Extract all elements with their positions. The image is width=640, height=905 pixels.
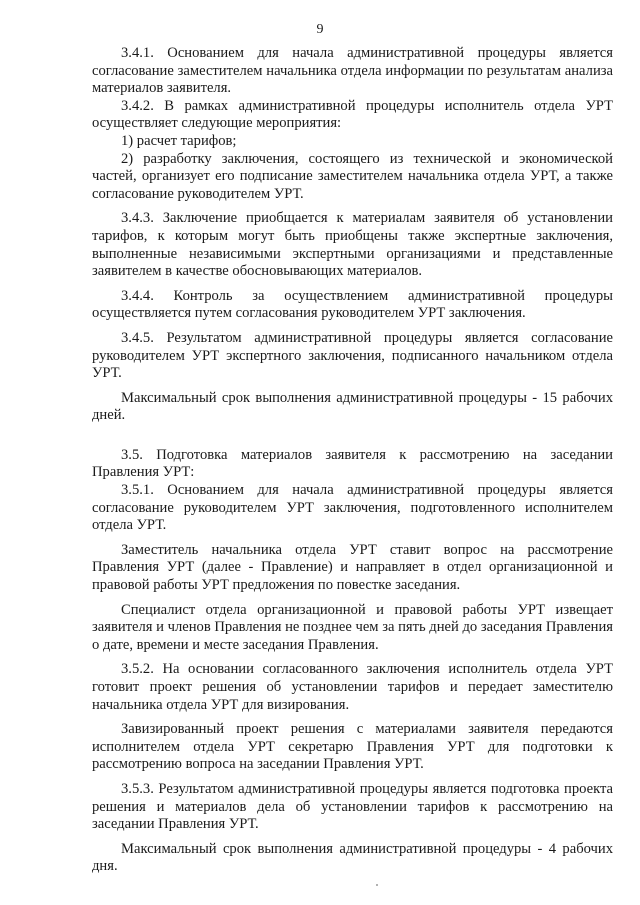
scan-artifact-dot <box>376 884 378 886</box>
paragraph-3-5-3: 3.5.3. Результатом административной процедуры является подготовка проекта решения и материалов дела об установлении тарифов к рассмотрению на заседании Правления УРТ. <box>92 780 613 833</box>
paragraph-3-4-1: 3.4.1. Основанием для начала административной процедуры является согласование заместителем начальника отдела информации по результатам анализа материалов заявителя. <box>92 45 613 97</box>
document-body <box>92 45 613 876</box>
list-item-2: 2) разработку заключения, состоящего из технической и экономической частей, организует его подписание заместителем начальника отдела УРТ, а также согласование руководителем УРТ. <box>92 150 613 202</box>
paragraph-approved-draft: Завизированный проект решения с материалами заявителя передаются исполнителем отдела УРТ секретарю Правления УРТ для подготовки к рассмотрению вопроса на заседании Правления УРТ. <box>92 721 613 773</box>
paragraph-3-5-2: 3.5.2. На основании согласованного заключения исполнитель отдела УРТ готовит проект решения об установлении тарифов и передает заместителю начальника отдела УРТ для визирования. <box>92 661 613 713</box>
paragraph-3-4-3: 3.4.3. Заключение приобщается к материалам заявителя об установлении тарифов, к которым могут быть приобщены также экспертные заключения, выполненные независимыми экспертными организациями и представленные заявителем в качестве обосновывающих материалов. <box>92 210 613 280</box>
paragraph-deadline-4: Максимальный срок выполнения административной процедуры - 4 рабочих дня. <box>92 840 613 875</box>
paragraph-deputy-head: Заместитель начальника отдела УРТ ставит вопрос на рассмотрение Правления УРТ (далее - Правление) и направляет в отдел организационной и правовой работы УРТ предложения по повестке заседания. <box>92 541 613 594</box>
page-number: 9 <box>316 22 324 37</box>
section-3-5-heading: 3.5. Подготовка материалов заявителя к рассмотрению на заседании Правления УРТ: <box>92 446 613 481</box>
paragraph-3-4-5: 3.4.5. Результатом административной процедуры является согласование руководителем УРТ экспертного заключения, подписанного начальником отдела УРТ. <box>92 329 613 382</box>
paragraph-3-4-4: 3.4.4. Контроль за осуществлением административной процедуры осуществляется путем согласования руководителем УРТ заключения. <box>92 287 613 322</box>
paragraph-3-5-1: 3.5.1. Основанием для начала административной процедуры является согласование руководителем УРТ заключения, подготовленного исполнителем отдела УРТ. <box>92 482 613 534</box>
paragraph-deadline-15: Максимальный срок выполнения административной процедуры - 15 рабочих дней. <box>92 389 613 424</box>
list-item-1: 1) расчет тарифов; <box>121 132 237 149</box>
paragraph-3-4-2: 3.4.2. В рамках административной процедуры исполнитель отдела УРТ осуществляет следующие мероприятия: <box>92 97 613 132</box>
paragraph-specialist: Специалист отдела организационной и правовой работы УРТ извещает заявителя и членов Правления не позднее чем за пять дней до заседания Правления о дате, времени и месте заседания Правления. <box>92 601 613 653</box>
